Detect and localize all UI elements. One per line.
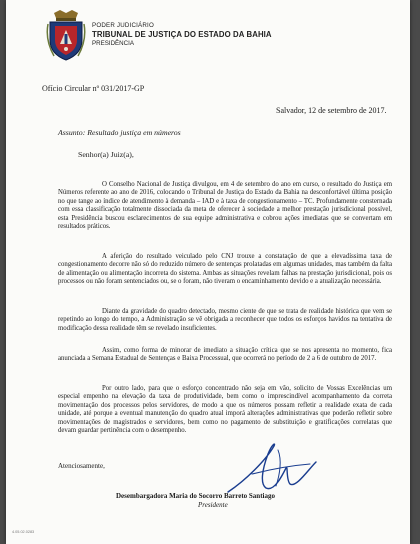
signatory-title: Presidente: [198, 501, 228, 509]
letterhead: [92, 22, 272, 47]
body-paragraph: Diante da gravidade do quadro detectado, mesmo ciente de que se trata de realidade histórica que vem se repetindo ao longo do tempo, a Administração se vê obrigada a reconhecer que todos os esforços havidos na tentativa de modificação dessa realidade têm se revelado insuficientes.: [58, 308, 392, 332]
signatory-name: Desembargadora Maria do Socorro Barreto Santiago: [116, 492, 275, 500]
document-page: [6, 0, 410, 544]
body-paragraph: Por outro lado, para que o esforço concentrado não seja em vão, solicito de Vossas Excelências um especial empenho na elevação da taxa de produtividade, bem como o imprescindível acompanhamento da correta movimentação dos processos pelos servidores, de modo a que os números possam refletir a realidade exata de cada unidade, até porque a eventual manutenção do quadro atual imporá alterações administrativas que poderão refletir sobre movimentações de magistrados e servidores, bem como no pagamento de substituição e gratificações correlatas que devam guardar pertinência com o desempenho.: [58, 385, 392, 435]
body-paragraph: A aferição do resultado veiculado pelo CNJ trouxe a constatação de que a elevadíssima taxa de congestionamento decorre não só do reduzido número de sentenças prolatadas em algumas unidades, mas também da falta de alimentação ou alimentação incorreta do sistema. Ambas as situações revelam falhas na prestação jurisdicional, pois os processos ou não foram sentenciados ou, se o foram, não tiveram o encaminhamento devido e a atualização necessária.: [58, 253, 392, 286]
office-name: PRESIDÊNCIA: [92, 40, 134, 47]
court-name: TRIBUNAL DE JUSTIÇA DO ESTADO DA BAHIA: [92, 30, 272, 39]
closing-salutation: Atenciosamente,: [58, 462, 105, 470]
document-reference: Ofício Circular nº 031/2017-GP: [42, 84, 145, 93]
body-paragraph: Assim, como forma de minorar de imediato a situação crítica que se nos apresenta no momento, fica anunciada a Semana Estadual de Sentenças e Baixa Processual, que ocorrerá no período de 2 a 6 de outubro de 2017.: [58, 347, 392, 363]
body-paragraph: O Conselho Nacional de Justiça divulgou, em 4 de setembro do ano em curso, o resultado do Justiça em Números referente ao ano de 2016, colocando o Tribunal de Justiça do Estado da Bahia na desconfortável última posição no que tange ao índice de atendimento à demanda – IAD e à taxa de congestionamento – TC. Profundamente consternada com essa classificação totalmente dissociada da meta de oferecer à sociedade a melhor prestação jurisdicional possível, esta Presidência buscou esclarecimentos de sua equipe administrativa e cobrou ações imediatas que se convertam em resultados práticos.: [58, 181, 392, 231]
document-date: Salvador, 12 de setembro de 2017.: [276, 106, 387, 115]
court-crest-logo: [46, 10, 86, 62]
greeting: Senhor(a) Juiz(a),: [78, 150, 134, 159]
footer-code: 4.05.02.0283: [12, 530, 35, 534]
document-subject: Assunto: Resultado justiça em números: [58, 128, 181, 137]
department-name: PODER JUDICIÁRIO: [92, 22, 154, 29]
